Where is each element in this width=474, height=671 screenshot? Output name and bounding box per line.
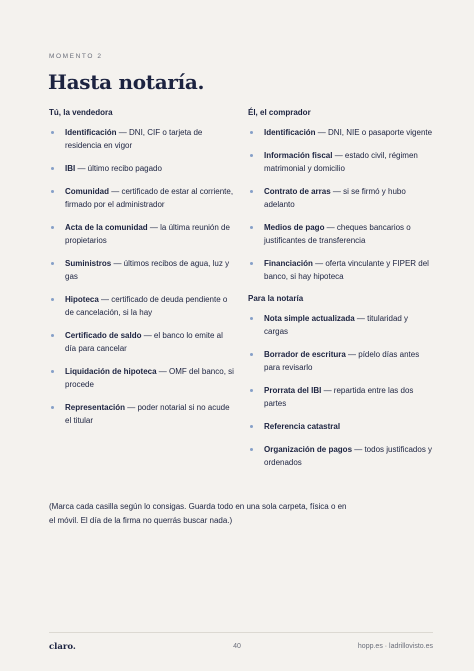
checklist-item-label: Certificado de saldo: [65, 331, 142, 340]
checklist-item-label: Acta de la comunidad: [65, 223, 148, 232]
checklist-item: [49, 401, 234, 427]
checklist-item-detail: — DNI, NIE o pasaporte vigente: [315, 128, 433, 137]
bullet-icon: [51, 190, 54, 193]
checklist-item: [49, 257, 234, 283]
checklist-item-label: Contrato de arras: [264, 187, 331, 196]
checklist-item-detail: — todos justificados y ordenados: [264, 445, 433, 467]
checklist-item-detail: — certificado de estar al corriente, firmado por el administrador: [65, 187, 234, 209]
checklist-item-detail: — poder notarial si no acude el titular: [65, 403, 230, 425]
checklist-item: [248, 257, 433, 283]
checklist-item-detail: — DNI, CIF o tarjeta de residencia en vigor: [65, 128, 203, 150]
footer-brand-logo: claro.: [49, 642, 76, 652]
seller-list: [49, 126, 234, 427]
checklist-item-detail: — si se firmó y hubo adelanto: [264, 187, 406, 209]
checklist-item: [248, 312, 433, 338]
bullet-icon: [51, 226, 54, 229]
bullet-icon: [250, 131, 253, 134]
checklist-item-detail: — cheques bancarios o justificantes de transferencia: [264, 223, 411, 245]
checklist-item-label: Información fiscal: [264, 151, 333, 160]
bullet-icon: [250, 190, 253, 193]
checklist-item-detail: — certificado de deuda pendiente o de cancelación, si la hay: [65, 295, 228, 317]
checklist-item: [248, 185, 433, 211]
checklist-item: [248, 443, 433, 469]
checklist-item-detail: — oferta vinculante y FIPER del banco, si hay hipoteca: [264, 259, 429, 281]
checklist-item-label: Liquidación de hipoteca: [65, 367, 157, 376]
checklist-item: [49, 329, 234, 355]
checklist-item-label: IBI: [65, 164, 76, 173]
bullet-icon: [250, 154, 253, 157]
page-number: 40: [233, 643, 241, 650]
seller-column: [49, 107, 234, 437]
checklist-item: [248, 420, 433, 433]
checklist-item-label: Identificación: [65, 128, 117, 137]
checklist-item-label: Hipoteca: [65, 295, 99, 304]
bullet-icon: [250, 317, 253, 320]
bullet-icon: [250, 262, 253, 265]
checklist-item-detail: — OMF del banco, si procede: [65, 367, 234, 389]
checklist-item-detail: — último recibo pagado: [75, 164, 162, 173]
closing-note: (Marca cada casilla según lo consigas. Guarda todo en una sola carpeta, física o en el móvil. El día de la firma no querrás buscar nada.): [49, 502, 347, 525]
checklist-item-detail: — titularidad y cargas: [264, 314, 409, 336]
bullet-icon: [250, 226, 253, 229]
checklist-item: [248, 384, 433, 410]
checklist-item: [49, 293, 234, 319]
checklist-item-label: Organización de pagos: [264, 445, 353, 454]
bullet-icon: [51, 334, 54, 337]
bullet-icon: [250, 353, 253, 356]
checklist-item-detail: — repartida entre las dos partes: [264, 386, 414, 408]
checklist-item-label: Comunidad: [65, 187, 109, 196]
checklist-item: [248, 126, 433, 139]
checklist-item: [49, 221, 234, 247]
checklist-item-label: Medios de pago: [264, 223, 325, 232]
bullet-icon: [51, 370, 54, 373]
bullet-icon: [51, 262, 54, 265]
bullet-icon: [51, 167, 54, 170]
bullet-icon: [51, 406, 54, 409]
checklist-item-label: Financiación: [264, 259, 313, 268]
checklist-item: [49, 162, 234, 175]
checklist-item-label: Borrador de escritura: [264, 350, 346, 359]
checklist-item: [49, 185, 234, 211]
seller-heading: Tú, la vendedora: [49, 108, 113, 117]
checklist-item: [49, 365, 234, 391]
checklist-item-label: Suministros: [65, 259, 112, 268]
checklist-item-detail: — pídelo días antes para revisarlo: [264, 350, 420, 372]
footer-divider: [49, 632, 433, 633]
bullet-icon: [250, 389, 253, 392]
checklist-item: [49, 126, 234, 152]
checklist-item-label: Prorrata del IBI: [264, 386, 322, 395]
eyebrow-label: MOMENTO 2: [49, 53, 103, 60]
notary-heading: Para la notaría: [248, 294, 304, 303]
buyer-list: [248, 126, 433, 283]
buyer-heading: Él, el comprador: [248, 108, 311, 117]
checklist-item-label: Referencia catastral: [264, 422, 341, 431]
buyer-column: [248, 107, 433, 479]
footer-websites: hopp.es · ladrillovisto.es: [357, 643, 433, 650]
checklist-item-detail: — estado civil, régimen matrimonial y domicilio: [264, 151, 418, 173]
checklist-item-detail: — el banco lo emite al día para cancelar: [65, 331, 223, 353]
notary-list: [248, 312, 433, 469]
checklist-item-label: Representación: [65, 403, 126, 412]
bullet-icon: [51, 131, 54, 134]
checklist-item: [248, 221, 433, 247]
bullet-icon: [250, 425, 253, 428]
checklist-item-detail: — últimos recibos de agua, luz y gas: [65, 259, 230, 281]
bullet-icon: [250, 448, 253, 451]
page-title: Hasta notaría.: [48, 70, 205, 94]
checklist-item: [248, 348, 433, 374]
checklist-item: [248, 149, 433, 175]
checklist-item-label: Identificación: [264, 128, 316, 137]
checklist-item-detail: — la última reunión de propietarios: [65, 223, 230, 245]
checklist-item-label: Nota simple actualizada: [264, 314, 355, 323]
bullet-icon: [51, 298, 54, 301]
